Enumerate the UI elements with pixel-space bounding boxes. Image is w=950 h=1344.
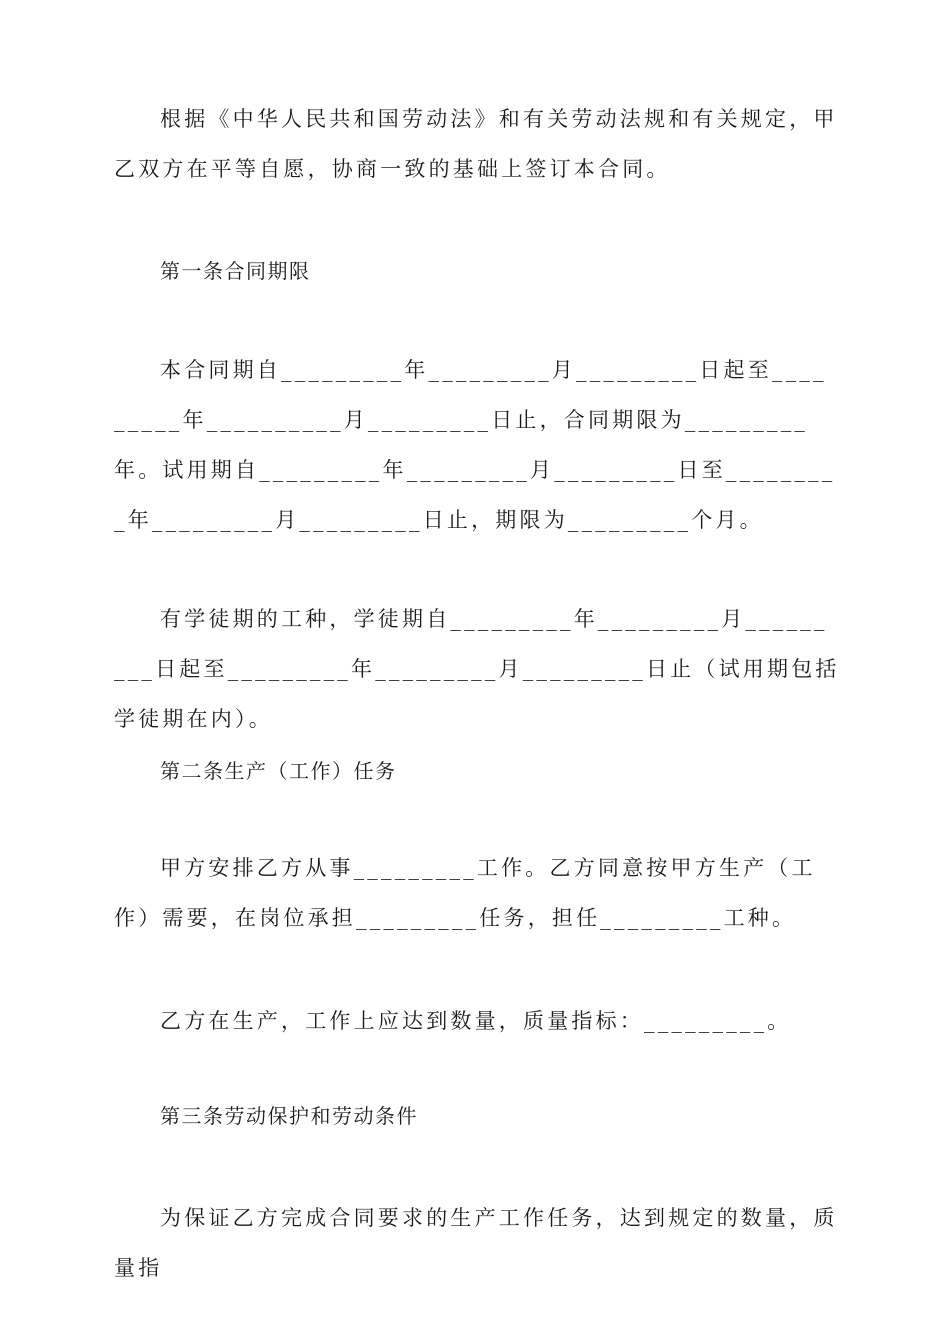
intro-paragraph: 根据《中华人民共和国劳动法》和有关劳动法规和有关规定，甲乙双方在平等自愿，协商一致的基础上签订本合同。: [114, 107, 838, 181]
work-task-paragraph: 甲方安排乙方从事_________工作。乙方同意按甲方生产（工作）需要，在岗位承担_________任务，担任_________工种。: [114, 856, 816, 930]
labor-protection-paragraph: 为保证乙方完成合同要求的生产工作任务，达到规定的数量，质量指: [114, 1206, 838, 1280]
quota-paragraph: 乙方在生产，工作上应达到数量，质量指标：_________。: [160, 1009, 792, 1033]
article-3-heading: 第三条劳动保护和劳动条件: [160, 1104, 418, 1128]
apprentice-period-paragraph: 有学徒期的工种，学徒期自_________年_________月_________日起至_________年_________月_________日止（试用期包括学徒期在内）。: [114, 607, 840, 731]
article-1-heading: 第一条合同期限: [160, 259, 311, 283]
contract-term-paragraph: 本合同期自_________年_________月_________日起至_________年__________月_________日止，合同期限为_________年。试用期自_________年_________月_________日至_________年_________月_________日止，期限为_________个月。: [114, 358, 836, 532]
article-2-heading: 第二条生产（工作）任务: [160, 759, 397, 783]
